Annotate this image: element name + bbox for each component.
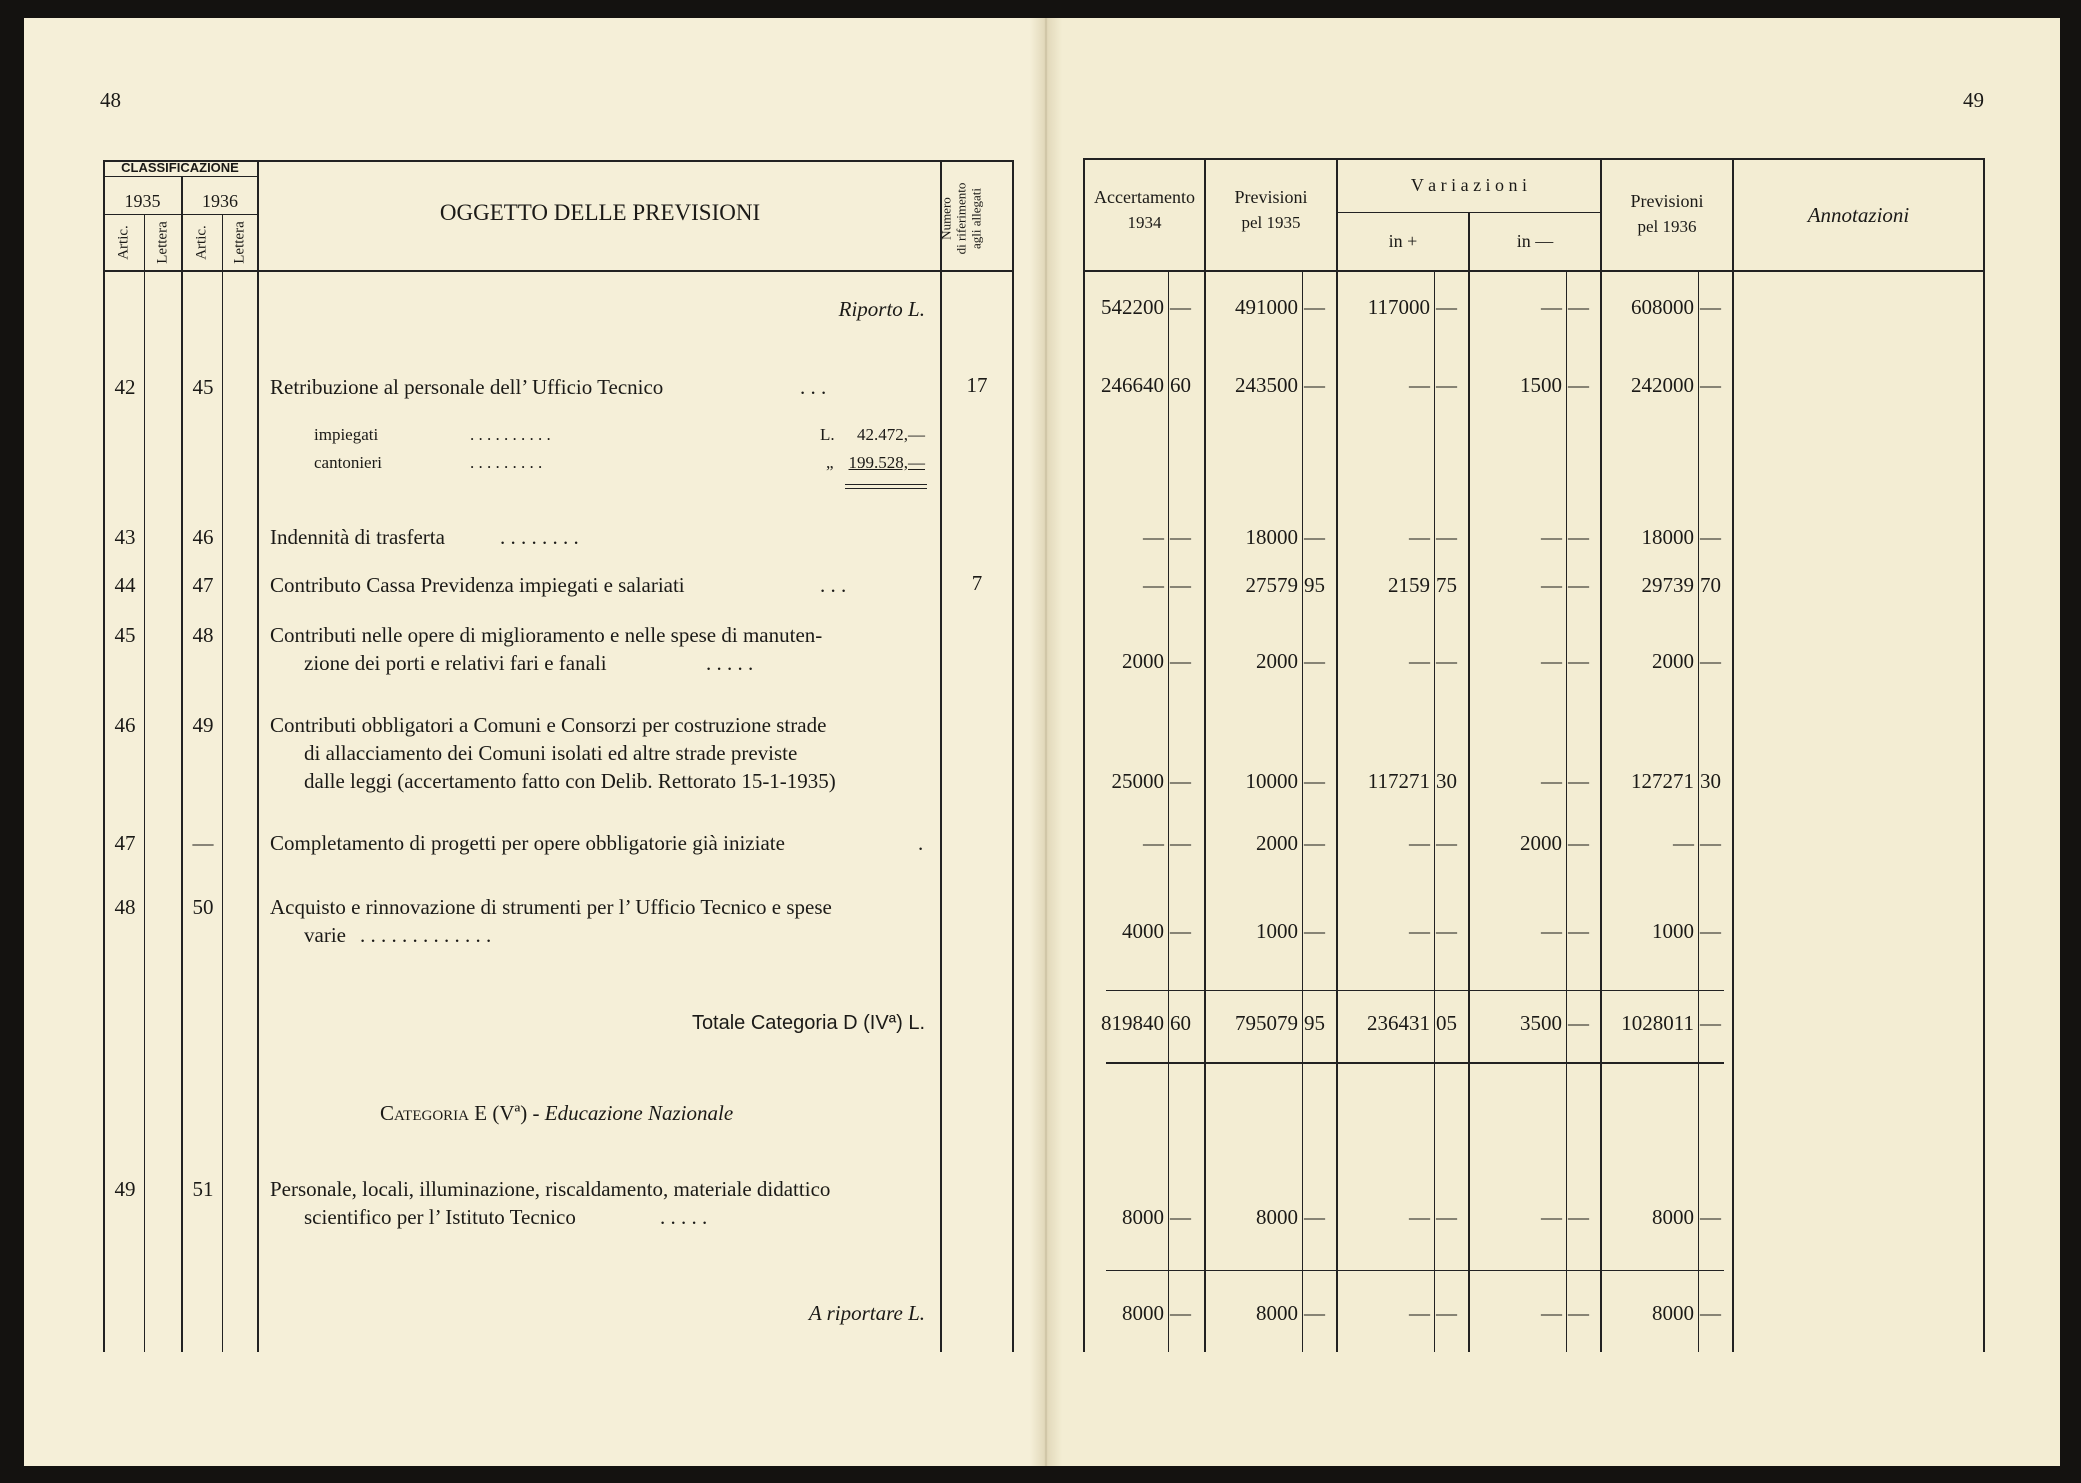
- row-artic-1936: 50: [192, 895, 214, 919]
- amount-acc-cents: —: [1170, 573, 1191, 597]
- amount-minus-integer: —: [1541, 295, 1562, 319]
- amount-p35-integer: 1000: [1256, 919, 1298, 943]
- amount-minus-cents: —: [1568, 1301, 1589, 1325]
- amount-minus-integer: —: [1541, 573, 1562, 597]
- amount-acc-cents: —: [1170, 525, 1191, 549]
- amount-plus-integer: 236431: [1367, 1011, 1430, 1035]
- amount-p36-cents: 30: [1700, 769, 1721, 793]
- amount-p35-integer: 2000: [1256, 831, 1298, 855]
- amount-acc-integer: 819840: [1101, 1011, 1164, 1035]
- amount-minus-cents: —: [1568, 1011, 1589, 1035]
- amount-plus-cents: 75: [1436, 573, 1457, 597]
- amount-minus-integer: —: [1541, 1205, 1562, 1229]
- amount-p35-cents: —: [1304, 295, 1325, 319]
- amount-p36-integer: 608000: [1631, 295, 1694, 319]
- amount-plus-cents: —: [1436, 1205, 1457, 1229]
- riporto-label: Riporto L.: [838, 297, 925, 321]
- amount-minus-integer: —: [1541, 769, 1562, 793]
- amount-acc-integer: 25000: [1111, 769, 1164, 793]
- amount-p36-cents: —: [1700, 1205, 1721, 1229]
- leader-dots: . . .: [820, 573, 847, 597]
- header-bottom-line-right: [1083, 270, 1983, 272]
- lettera-1936-label: Lettera: [231, 221, 248, 264]
- oggetto-header: OGGETTO DELLE PREVISIONI: [439, 200, 761, 225]
- amount-acc-cents: —: [1170, 295, 1191, 319]
- amount-p36-integer: 8000: [1652, 1301, 1694, 1325]
- row-artic-1936: 46: [192, 525, 214, 549]
- variazioni-header: V a r i a z i o n i: [1410, 175, 1528, 195]
- amount-acc-integer: 246640: [1101, 373, 1164, 397]
- amount-acc-integer: 8000: [1122, 1301, 1164, 1325]
- amount-p35-integer: 491000: [1235, 295, 1298, 319]
- amount-p36-cents: —: [1700, 831, 1721, 855]
- row-artic-1936: 45: [192, 375, 214, 399]
- artic-1935-label: Artic.: [115, 225, 132, 260]
- page-number-right: 49: [1963, 88, 1984, 112]
- leader-dots: .: [918, 831, 924, 855]
- amount-p35-cents: —: [1304, 831, 1325, 855]
- sub-impiegati-amount: 42.472,—: [857, 425, 925, 444]
- amount-plus-cents: —: [1436, 649, 1457, 673]
- amount-p35-cents: 95: [1304, 573, 1325, 597]
- amount-plus-cents: —: [1436, 1301, 1457, 1325]
- amount-p35-integer: 8000: [1256, 1205, 1298, 1229]
- amount-p36-cents: —: [1700, 525, 1721, 549]
- amount-acc-integer: 542200: [1101, 295, 1164, 319]
- row-description: Indennità di trasferta: [270, 525, 445, 549]
- leader-dots: . . . . .: [706, 651, 754, 675]
- amount-acc-cents: —: [1170, 649, 1191, 673]
- amount-acc-cents: 60: [1170, 373, 1191, 397]
- amount-p35-integer: 795079: [1235, 1011, 1298, 1035]
- amount-p35-integer: 8000: [1256, 1301, 1298, 1325]
- amount-p35-cents: —: [1304, 769, 1325, 793]
- amount-p35-cents: —: [1304, 1205, 1325, 1229]
- leader-dots: . . . . . . . .: [500, 525, 579, 549]
- amount-plus-integer: —: [1409, 1301, 1430, 1325]
- classificazione-label: CLASSIFICAZIONE: [121, 160, 239, 175]
- amount-plus-integer: —: [1409, 373, 1430, 397]
- amount-acc-cents: —: [1170, 831, 1191, 855]
- amount-minus-cents: —: [1568, 769, 1589, 793]
- amount-plus-cents: 05: [1436, 1011, 1457, 1035]
- categoria-heading: [380, 1100, 733, 1126]
- row-description-cont: scientifico per l’ Istituto Tecnico: [304, 1205, 576, 1229]
- amount-p35-cents: 95: [1304, 1011, 1325, 1035]
- row-artic-1935: 45: [114, 623, 136, 647]
- amount-plus-integer: —: [1409, 919, 1430, 943]
- amount-p35-cents: —: [1304, 919, 1325, 943]
- accertamento-year: 1934: [1127, 213, 1162, 232]
- page-number-left: 48: [100, 88, 121, 112]
- row-description-cont: dalle leggi (accertamento fatto con Delib. Rettorato 15-1-1935): [304, 769, 836, 793]
- numero-riferimento-header: Numero di riferimento agli allegati: [938, 182, 984, 255]
- amount-p36-integer: 18000: [1641, 525, 1694, 549]
- row-artic-1936: 48: [192, 623, 214, 647]
- row-description: Retribuzione al personale dell’ Ufficio Tecnico: [270, 375, 664, 399]
- previsioni-1935-header: Previsioni: [1234, 187, 1308, 207]
- amount-plus-integer: —: [1409, 1205, 1430, 1229]
- amount-minus-cents: —: [1568, 1205, 1589, 1229]
- amount-acc-cents: 60: [1170, 1011, 1191, 1035]
- row-artic-1935: 46: [114, 713, 136, 737]
- amount-minus-cents: —: [1568, 831, 1589, 855]
- amount-p35-cents: —: [1304, 649, 1325, 673]
- amount-plus-cents: 30: [1436, 769, 1457, 793]
- amount-p35-integer: 18000: [1245, 525, 1298, 549]
- row-description: Personale, locali, illuminazione, riscaldamento, materiale didattico: [270, 1177, 831, 1201]
- row-description: Contributi nelle opere di miglioramento e nelle spese di manuten-: [270, 623, 823, 647]
- row-artic-1936: 47: [192, 573, 214, 597]
- row-description: Contributo Cassa Previdenza impiegati e salariati: [270, 573, 685, 597]
- amount-p35-cents: —: [1304, 525, 1325, 549]
- amount-minus-cents: —: [1568, 373, 1589, 397]
- amount-acc-integer: 4000: [1122, 919, 1164, 943]
- amount-p35-cents: —: [1304, 1301, 1325, 1325]
- sub-cantonieri-label: cantonieri: [314, 453, 382, 472]
- previsioni-1936-header: Previsioni: [1630, 191, 1704, 211]
- amount-p36-cents: —: [1700, 1301, 1721, 1325]
- totale-categoria-label: Totale Categoria D (IVª) L.: [691, 1012, 925, 1034]
- amount-minus-integer: 2000: [1520, 831, 1562, 855]
- previsioni-1936-year: pel 1936: [1637, 217, 1697, 236]
- amount-p36-cents: —: [1700, 1011, 1721, 1035]
- amount-p36-cents: 70: [1700, 573, 1721, 597]
- amount-acc-integer: —: [1143, 831, 1164, 855]
- row-description-cont: zione dei porti e relativi fari e fanali: [304, 651, 607, 675]
- amount-minus-integer: —: [1541, 919, 1562, 943]
- row-artic-1935: 47: [114, 831, 136, 855]
- amount-p36-integer: 2000: [1652, 649, 1694, 673]
- amount-acc-integer: 8000: [1122, 1205, 1164, 1229]
- amount-p36-integer: 1000: [1652, 919, 1694, 943]
- sub-impiegati-label: impiegati: [314, 425, 379, 444]
- row-artic-1936: 51: [192, 1177, 214, 1201]
- amount-acc-cents: —: [1170, 1205, 1191, 1229]
- amount-minus-integer: —: [1541, 525, 1562, 549]
- year-1936-label: 1936: [202, 191, 238, 211]
- amount-minus-cents: —: [1568, 649, 1589, 673]
- sub-cantonieri-currency: „: [826, 453, 834, 472]
- amount-p36-cents: —: [1700, 295, 1721, 319]
- amount-plus-cents: —: [1436, 295, 1457, 319]
- amount-plus-integer: 2159: [1388, 573, 1430, 597]
- row-artic-1936: —: [192, 831, 214, 855]
- row-description: Acquisto e rinnovazione di strumenti per l’ Ufficio Tecnico e spese: [270, 895, 832, 919]
- row-artic-1936: 49: [192, 713, 214, 737]
- amount-p35-integer: 10000: [1245, 769, 1298, 793]
- categoria-name: Educazione Nazionale: [544, 1101, 734, 1125]
- categoria-prefix: Categoria E (Vª) -: [380, 1101, 540, 1125]
- artic-1936-label: Artic.: [193, 225, 210, 260]
- amount-acc-integer: —: [1143, 525, 1164, 549]
- amount-plus-integer: —: [1409, 649, 1430, 673]
- amount-acc-cents: —: [1170, 919, 1191, 943]
- leader-dots: . . .: [800, 375, 827, 399]
- leader-dots: . . . . . . . . . .: [470, 425, 551, 444]
- amount-acc-cents: —: [1170, 1301, 1191, 1325]
- amount-minus-integer: 1500: [1520, 373, 1562, 397]
- in-minus-header: in —: [1516, 231, 1554, 251]
- amount-minus-cents: —: [1568, 919, 1589, 943]
- amount-p36-cents: —: [1700, 373, 1721, 397]
- amount-p36-cents: —: [1700, 649, 1721, 673]
- row-ref-number: 17: [966, 373, 988, 397]
- table-top-line-right: [1083, 158, 1983, 160]
- amount-p35-integer: 243500: [1235, 373, 1298, 397]
- amount-minus-integer: 3500: [1520, 1011, 1562, 1035]
- amount-p36-integer: 242000: [1631, 373, 1694, 397]
- in-plus-header: in +: [1388, 231, 1418, 251]
- amount-p36-integer: —: [1673, 831, 1694, 855]
- row-description-cont: varie: [304, 923, 346, 947]
- amount-p36-integer: 1028011: [1621, 1011, 1694, 1035]
- amount-plus-integer: 117271: [1367, 769, 1430, 793]
- amount-acc-cents: —: [1170, 769, 1191, 793]
- amount-p35-cents: —: [1304, 373, 1325, 397]
- leader-dots: . . . . . . . . .: [470, 453, 543, 472]
- amount-p36-integer: 29739: [1641, 573, 1694, 597]
- amount-p36-cents: —: [1700, 919, 1721, 943]
- amount-minus-cents: —: [1568, 295, 1589, 319]
- amount-p35-integer: 2000: [1256, 649, 1298, 673]
- amount-acc-integer: —: [1143, 573, 1164, 597]
- row-artic-1935: 48: [114, 895, 136, 919]
- leader-dots: . . . . . . . . . . . . .: [360, 923, 492, 947]
- amount-acc-integer: 2000: [1122, 649, 1164, 673]
- amount-plus-cents: —: [1436, 373, 1457, 397]
- amount-plus-integer: —: [1409, 525, 1430, 549]
- amount-plus-integer: 117000: [1367, 295, 1430, 319]
- row-ref-number: 7: [971, 571, 983, 595]
- row-artic-1935: 44: [114, 573, 136, 597]
- amount-plus-cents: —: [1436, 525, 1457, 549]
- row-artic-1935: 43: [114, 525, 136, 549]
- row-description: Completamento di progetti per opere obbligatorie già iniziate: [270, 831, 785, 855]
- row-description: Contributi obbligatori a Comuni e Consorzi per costruzione strade: [270, 713, 827, 737]
- amount-minus-integer: —: [1541, 1301, 1562, 1325]
- row-description-cont: di allacciamento dei Comuni isolati ed altre strade previste: [304, 741, 798, 765]
- lettera-1935-label: Lettera: [154, 221, 171, 264]
- amount-minus-integer: —: [1541, 649, 1562, 673]
- a-riportare-label: A riportare L.: [808, 1301, 925, 1325]
- year-1935-label: 1935: [124, 191, 161, 211]
- amount-minus-cents: —: [1568, 573, 1589, 597]
- sub-impiegati-currency: L.: [820, 425, 835, 444]
- amount-p36-integer: 127271: [1631, 769, 1694, 793]
- amount-plus-cents: —: [1436, 831, 1457, 855]
- amount-p35-integer: 27579: [1245, 573, 1298, 597]
- book-gutter: [1030, 18, 1062, 1466]
- row-artic-1935: 42: [114, 375, 136, 399]
- amount-minus-cents: —: [1568, 525, 1589, 549]
- amount-plus-integer: —: [1409, 831, 1430, 855]
- amount-plus-cents: —: [1436, 919, 1457, 943]
- row-artic-1935: 49: [114, 1177, 136, 1201]
- amount-p36-integer: 8000: [1652, 1205, 1694, 1229]
- sub-cantonieri-amount: 199.528,—: [848, 453, 925, 472]
- leader-dots: . . . . .: [660, 1205, 708, 1229]
- annotazioni-header: Annotazioni: [1807, 203, 1910, 227]
- accertamento-header: Accertamento: [1094, 187, 1195, 207]
- previsioni-1935-year: pel 1935: [1241, 213, 1301, 232]
